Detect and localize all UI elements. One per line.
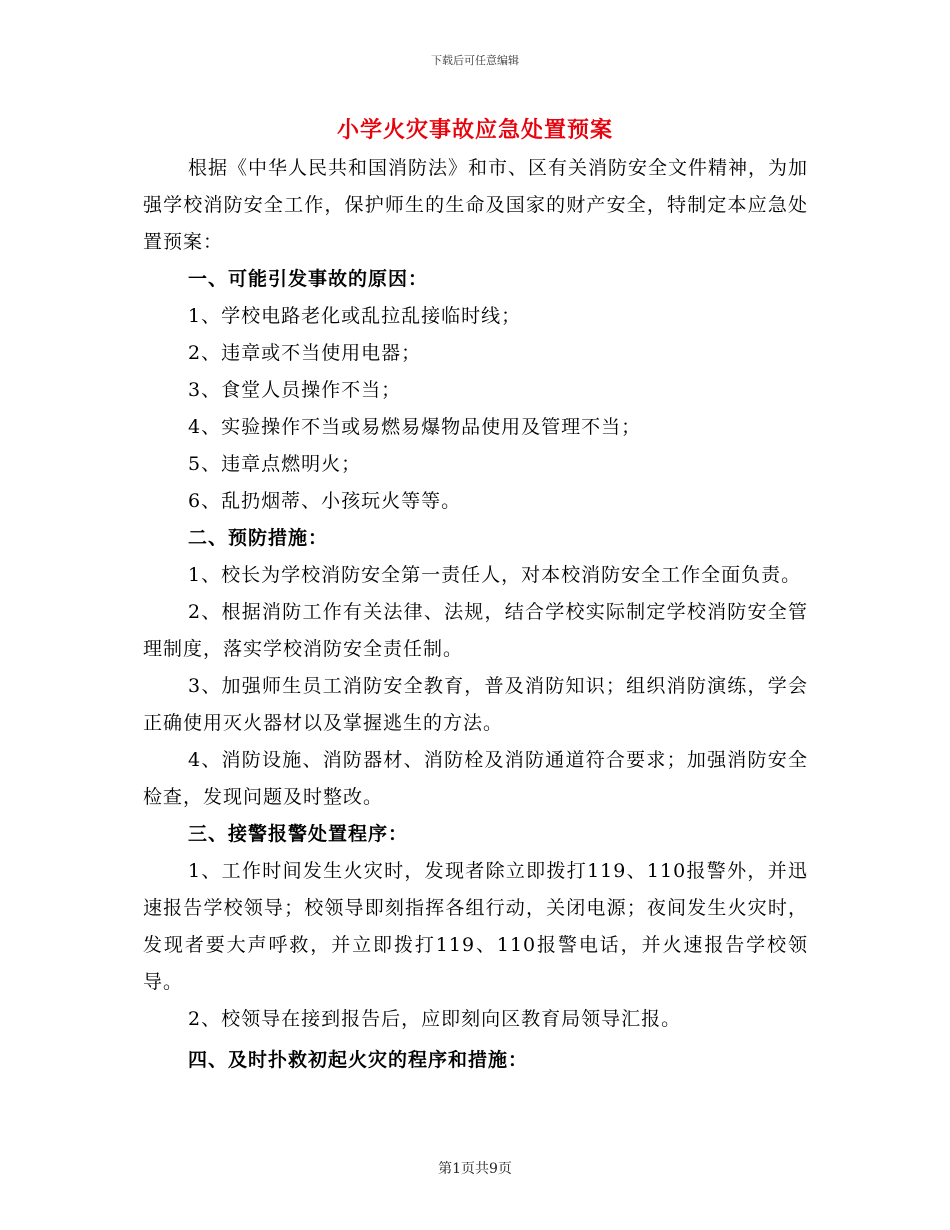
document-title: 小学火灾事故应急处置预案	[336, 117, 613, 143]
list-item: 4、实验操作不当或易燃易爆物品使用及管理不当；	[188, 416, 642, 438]
section-heading-firefighting: 四、及时扑救初起火灾的程序和措施：	[188, 1049, 529, 1071]
list-item: 3、加强师生员工消防安全教育，普及消防知识；组织消防演练，学会正确使用灭火器材以及掌握逃生的方法。	[143, 675, 808, 734]
header-note: 下载后可任意编辑	[431, 54, 519, 67]
list-item: 5、违章点燃明火；	[188, 453, 362, 475]
section-heading-alarm-procedure: 三、接警报警处置程序：	[188, 823, 409, 845]
list-item: 2、违章或不当使用电器；	[188, 342, 422, 364]
document-body	[143, 150, 808, 1079]
list-item: 2、根据消防工作有关法律、法规，结合学校实际制定学校消防安全管理制度，落实学校消防安全责任制。	[143, 601, 808, 660]
section-heading-causes: 一、可能引发事故的原因：	[188, 268, 429, 290]
list-item: 3、食堂人员操作不当；	[188, 379, 402, 401]
intro-paragraph: 根据《中华人民共和国消防法》和市、区有关消防安全文件精神，为加强学校消防安全工作，保护师生的生命及国家的财产安全，特制定本应急处置预案：	[143, 157, 809, 253]
list-item: 1、学校电路老化或乱拉乱接临时线；	[188, 305, 522, 327]
list-item: 6、乱扔烟蒂、小孩玩火等等。	[188, 490, 462, 512]
section-heading-prevention: 二、预防措施：	[188, 527, 329, 549]
list-item: 2、校领导在接到报告后，应即刻向区教育局领导汇报。	[188, 1008, 682, 1030]
list-item: 4、消防设施、消防器材、消防栓及消防通道符合要求；加强消防安全检查，发现问题及时整改。	[143, 749, 808, 808]
list-item: 1、工作时间发生火灾时，发现者除立即拨打119、110报警外，并迅速报告学校领导；校领导即刻指挥各组行动，关闭电源；夜间发生火灾时，发现者要大声呼救，并立即拨打119、110报警电话，并火速报告学校领导。	[143, 860, 808, 993]
list-item: 1、校长为学校消防安全第一责任人，对本校消防安全工作全面负责。	[188, 564, 802, 586]
page-footer: 第1页共9页	[438, 1161, 512, 1177]
